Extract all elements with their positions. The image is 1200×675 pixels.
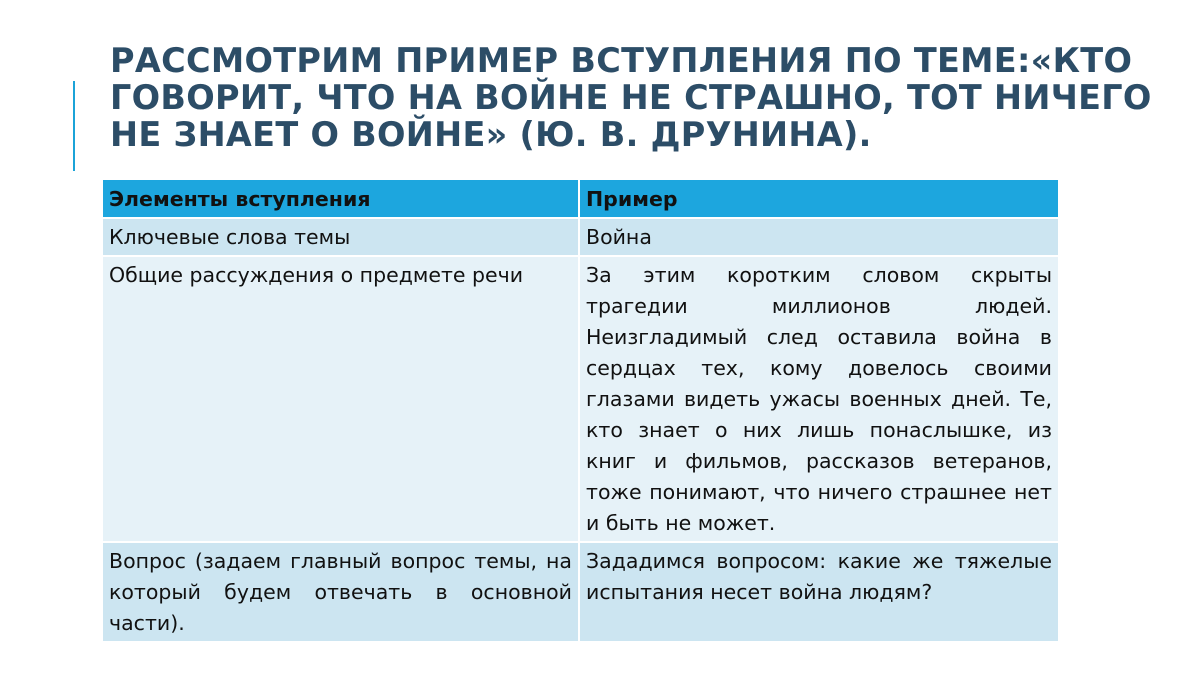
- header-elements: Элементы вступления: [102, 179, 579, 218]
- cell-element: Ключевые слова темы: [102, 218, 579, 256]
- title-accent-bar: [73, 81, 75, 171]
- table-row: [102, 218, 1059, 256]
- table-row: [102, 542, 1059, 642]
- introduction-elements-table: [101, 178, 1060, 643]
- table-header-row: [102, 179, 1059, 218]
- table-row: [102, 256, 1059, 542]
- cell-example: За этим коротким словом скрыты трагедии миллионов людей. Неизгладимый след оставила война в сердцах тех, кому довелось своими глазами видеть ужасы военных дней. Те, кто знает о них лишь понаслышке, из книг и фильмов, рассказов ветеранов, тоже понимают, что ничего страшнее нет и быть не может.: [579, 256, 1059, 542]
- cell-element: Вопрос (задаем главный вопрос темы, на который будем отвечать в основной части).: [102, 542, 579, 642]
- cell-element: Общие рассуждения о предмете речи: [102, 256, 579, 542]
- slide-title: РАССМОТРИМ ПРИМЕР ВСТУПЛЕНИЯ ПО ТЕМЕ:«КТО ГОВОРИТ, ЧТО НА ВОЙНЕ НЕ СТРАШНО, ТОТ НИЧЕГО НЕ ЗНАЕТ О ВОЙНЕ» (Ю. В. ДРУНИНА).: [110, 41, 1152, 154]
- cell-example: Война: [579, 218, 1059, 256]
- header-example: Пример: [579, 179, 1059, 218]
- cell-example: Зададимся вопросом: какие же тяжелые испытания несет война людям?: [579, 542, 1059, 642]
